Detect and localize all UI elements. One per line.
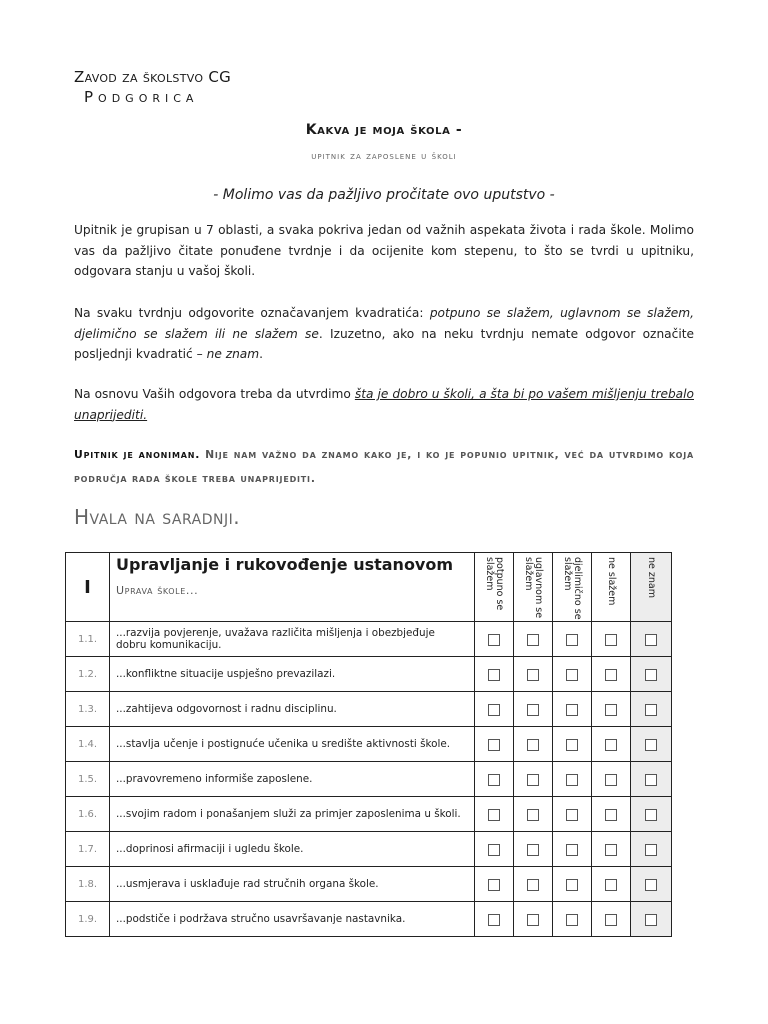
answer-cell-partly-agree — [553, 692, 592, 727]
column-header-mostly-agree — [514, 553, 553, 622]
answer-cell-partly-agree — [553, 867, 592, 902]
checkbox-dont-know[interactable] — [645, 739, 657, 751]
answer-instructions-paragraph — [74, 303, 694, 365]
item-statement: ...svojim radom i ponašanjem služi za primjer zaposlenima u školi. — [110, 797, 475, 832]
document-subtitle: upitnik za zaposlene u školi — [311, 150, 457, 162]
answer-cell-disagree — [592, 762, 631, 797]
checkbox-partly-agree[interactable] — [566, 669, 578, 681]
column-label: ne slažem — [606, 557, 617, 606]
thanks-heading: Hvala na saradnji. — [74, 505, 241, 529]
answer-cell-mostly-agree — [514, 762, 553, 797]
answer-instructions-middle: . Izuzetno, ako na neku tvrdnju nemate odgovor označite posljednji kvadratić – — [74, 326, 694, 361]
checkbox-fully-agree[interactable] — [488, 809, 500, 821]
answer-cell-dont-know — [631, 657, 672, 692]
answer-cell-mostly-agree — [514, 902, 553, 937]
table-header-row — [66, 553, 672, 622]
checkbox-partly-agree[interactable] — [566, 634, 578, 646]
checkbox-dont-know[interactable] — [645, 704, 657, 716]
purpose-underlined: šta je dobro u školi, a šta bi po vašem mišljenju trebalo unaprijediti. — [74, 387, 694, 422]
checkbox-fully-agree[interactable] — [488, 844, 500, 856]
item-statement: ...usmjerava i usklađuje rad stručnih organa škole. — [110, 867, 475, 902]
section-title: Upravljanje i rukovođenje ustanovom — [116, 555, 454, 574]
item-statement: ...razvija povjerenje, uvažava različita mišljenja i obezbjeđuje dobru komunikaciju. — [110, 622, 475, 657]
table-row — [66, 657, 672, 692]
table-row — [66, 622, 672, 657]
answer-instructions-lead: Na svaku tvrdnju odgovorite označavanjem kvadratića: — [74, 306, 430, 320]
answer-cell-fully-agree — [475, 727, 514, 762]
answer-cell-disagree — [592, 832, 631, 867]
anonymity-paragraph — [74, 443, 694, 491]
checkbox-dont-know[interactable] — [645, 634, 657, 646]
table-row — [66, 902, 672, 937]
answer-cell-disagree — [592, 797, 631, 832]
column-label: potpuno se slažem — [484, 557, 505, 611]
checkbox-partly-agree[interactable] — [566, 879, 578, 891]
table-row — [66, 797, 672, 832]
intro-paragraph: Upitnik je grupisan u 7 oblasti, a svaka pokriva jedan od važnih aspekata života i rada škole. Molimo vas da pažljivo čitate ponuđene tvrdnje i da ocijenite kom stepenu, to što se tvrdi u upitniku, odgovara stanju u vašoj školi. — [74, 223, 694, 278]
anonymity-bold: Upitnik je anoniman. — [74, 448, 201, 461]
checkbox-disagree[interactable] — [605, 669, 617, 681]
checkbox-dont-know[interactable] — [645, 844, 657, 856]
answer-cell-fully-agree — [475, 797, 514, 832]
instruction-heading: - Molimo vas da pažljivo pročitate ovo uputstvo - — [213, 187, 555, 203]
checkbox-partly-agree[interactable] — [566, 809, 578, 821]
anonymity-rest: Nije nam važno da znamo kako je, i ko je popunio upitnik, već da utvrdimo koja područja rada škole treba unaprijediti. — [74, 448, 694, 485]
answer-cell-dont-know — [631, 902, 672, 937]
answer-cell-fully-agree — [475, 692, 514, 727]
checkbox-fully-agree[interactable] — [488, 774, 500, 786]
checkbox-fully-agree[interactable] — [488, 739, 500, 751]
answer-cell-mostly-agree — [514, 727, 553, 762]
answer-cell-dont-know — [631, 832, 672, 867]
answer-instructions-end: . — [259, 347, 264, 361]
answer-cell-dont-know — [631, 727, 672, 762]
table-row — [66, 727, 672, 762]
item-number: 1.2. — [66, 657, 110, 692]
section-subtitle: Uprava škole... — [116, 584, 199, 597]
answer-cell-partly-agree — [553, 832, 592, 867]
answer-cell-fully-agree — [475, 657, 514, 692]
answer-cell-disagree — [592, 657, 631, 692]
column-label: ne znam — [646, 557, 657, 598]
answer-cell-mostly-agree — [514, 692, 553, 727]
answer-cell-disagree — [592, 692, 631, 727]
item-number: 1.6. — [66, 797, 110, 832]
answer-cell-dont-know — [631, 762, 672, 797]
column-label: uglavnom se slažem — [523, 557, 544, 619]
checkbox-partly-agree[interactable] — [566, 704, 578, 716]
column-header-fully-agree — [475, 553, 514, 622]
checkbox-disagree[interactable] — [605, 809, 617, 821]
checkbox-mostly-agree[interactable] — [527, 914, 539, 926]
checkbox-partly-agree[interactable] — [566, 914, 578, 926]
column-header-partly-agree — [553, 553, 592, 622]
answer-cell-partly-agree — [553, 657, 592, 692]
section-header — [110, 553, 475, 622]
questionnaire-table — [65, 552, 672, 937]
column-label: djelimično se slažem — [562, 557, 583, 620]
answer-cell-mostly-agree — [514, 797, 553, 832]
checkbox-mostly-agree[interactable] — [527, 704, 539, 716]
item-statement: ...pravovremeno informiše zaposlene. — [110, 762, 475, 797]
checkbox-disagree[interactable] — [605, 844, 617, 856]
answer-cell-dont-know — [631, 797, 672, 832]
checkbox-fully-agree[interactable] — [488, 634, 500, 646]
section-number: I — [66, 553, 110, 622]
checkbox-fully-agree[interactable] — [488, 704, 500, 716]
checkbox-mostly-agree[interactable] — [527, 669, 539, 681]
answer-cell-partly-agree — [553, 902, 592, 937]
institution-city: Podgorica — [84, 88, 199, 106]
checkbox-partly-agree[interactable] — [566, 739, 578, 751]
answer-cell-partly-agree — [553, 797, 592, 832]
answer-cell-disagree — [592, 867, 631, 902]
checkbox-disagree[interactable] — [605, 739, 617, 751]
checkbox-partly-agree[interactable] — [566, 774, 578, 786]
answer-cell-fully-agree — [475, 867, 514, 902]
institution-name: Zavod za školstvo CG — [74, 68, 232, 86]
table-row — [66, 762, 672, 797]
item-number: 1.8. — [66, 867, 110, 902]
item-statement: ...podstiče i podržava stručno usavršavanje nastavnika. — [110, 902, 475, 937]
item-number: 1.1. — [66, 622, 110, 657]
checkbox-mostly-agree[interactable] — [527, 844, 539, 856]
answer-cell-dont-know — [631, 692, 672, 727]
column-header-disagree — [592, 553, 631, 622]
answer-cell-partly-agree — [553, 762, 592, 797]
checkbox-dont-know[interactable] — [645, 879, 657, 891]
item-statement: ...konfliktne situacije uspješno prevazilazi. — [110, 657, 475, 692]
item-number: 1.3. — [66, 692, 110, 727]
checkbox-mostly-agree[interactable] — [527, 634, 539, 646]
answer-cell-disagree — [592, 622, 631, 657]
item-number: 1.9. — [66, 902, 110, 937]
answer-cell-partly-agree — [553, 727, 592, 762]
checkbox-disagree[interactable] — [605, 879, 617, 891]
document-title: Kakva je moja škola - — [305, 122, 463, 138]
checkbox-dont-know[interactable] — [645, 809, 657, 821]
item-number: 1.7. — [66, 832, 110, 867]
answer-cell-disagree — [592, 902, 631, 937]
answer-cell-disagree — [592, 727, 631, 762]
item-statement: ...stavlja učenje i postignuće učenika u središte aktivnosti škole. — [110, 727, 475, 762]
answer-cell-mostly-agree — [514, 622, 553, 657]
answer-cell-mostly-agree — [514, 832, 553, 867]
checkbox-disagree[interactable] — [605, 704, 617, 716]
answer-cell-fully-agree — [475, 762, 514, 797]
table-row — [66, 867, 672, 902]
checkbox-partly-agree[interactable] — [566, 844, 578, 856]
checkbox-fully-agree[interactable] — [488, 669, 500, 681]
answer-cell-fully-agree — [475, 832, 514, 867]
checkbox-fully-agree[interactable] — [488, 914, 500, 926]
item-number: 1.4. — [66, 727, 110, 762]
checkbox-mostly-agree[interactable] — [527, 879, 539, 891]
checkbox-mostly-agree[interactable] — [527, 739, 539, 751]
purpose-lead: Na osnovu Vaših odgovora treba da utvrdimo — [74, 387, 355, 401]
dont-know-text: ne znam — [206, 347, 260, 361]
table-row — [66, 692, 672, 727]
checkbox-mostly-agree[interactable] — [527, 809, 539, 821]
purpose-paragraph — [74, 384, 694, 425]
checkbox-dont-know[interactable] — [645, 669, 657, 681]
answer-cell-fully-agree — [475, 902, 514, 937]
checkbox-mostly-agree[interactable] — [527, 774, 539, 786]
answer-options-text: potpuno se slažem, uglavnom se slažem, djelimično se slažem ili ne slažem se — [74, 306, 695, 341]
answer-cell-fully-agree — [475, 622, 514, 657]
answer-cell-mostly-agree — [514, 657, 553, 692]
item-statement: ...doprinosi afirmaciji i ugledu škole. — [110, 832, 475, 867]
checkbox-disagree[interactable] — [605, 634, 617, 646]
answer-cell-mostly-agree — [514, 867, 553, 902]
item-statement: ...zahtijeva odgovornost i radnu disciplinu. — [110, 692, 475, 727]
checkbox-fully-agree[interactable] — [488, 879, 500, 891]
answer-cell-dont-know — [631, 622, 672, 657]
answer-cell-partly-agree — [553, 622, 592, 657]
table-row — [66, 832, 672, 867]
column-header-dont-know — [631, 553, 672, 622]
answer-cell-dont-know — [631, 867, 672, 902]
checkbox-dont-know[interactable] — [645, 914, 657, 926]
item-number: 1.5. — [66, 762, 110, 797]
checkbox-disagree[interactable] — [605, 774, 617, 786]
checkbox-dont-know[interactable] — [645, 774, 657, 786]
checkbox-disagree[interactable] — [605, 914, 617, 926]
